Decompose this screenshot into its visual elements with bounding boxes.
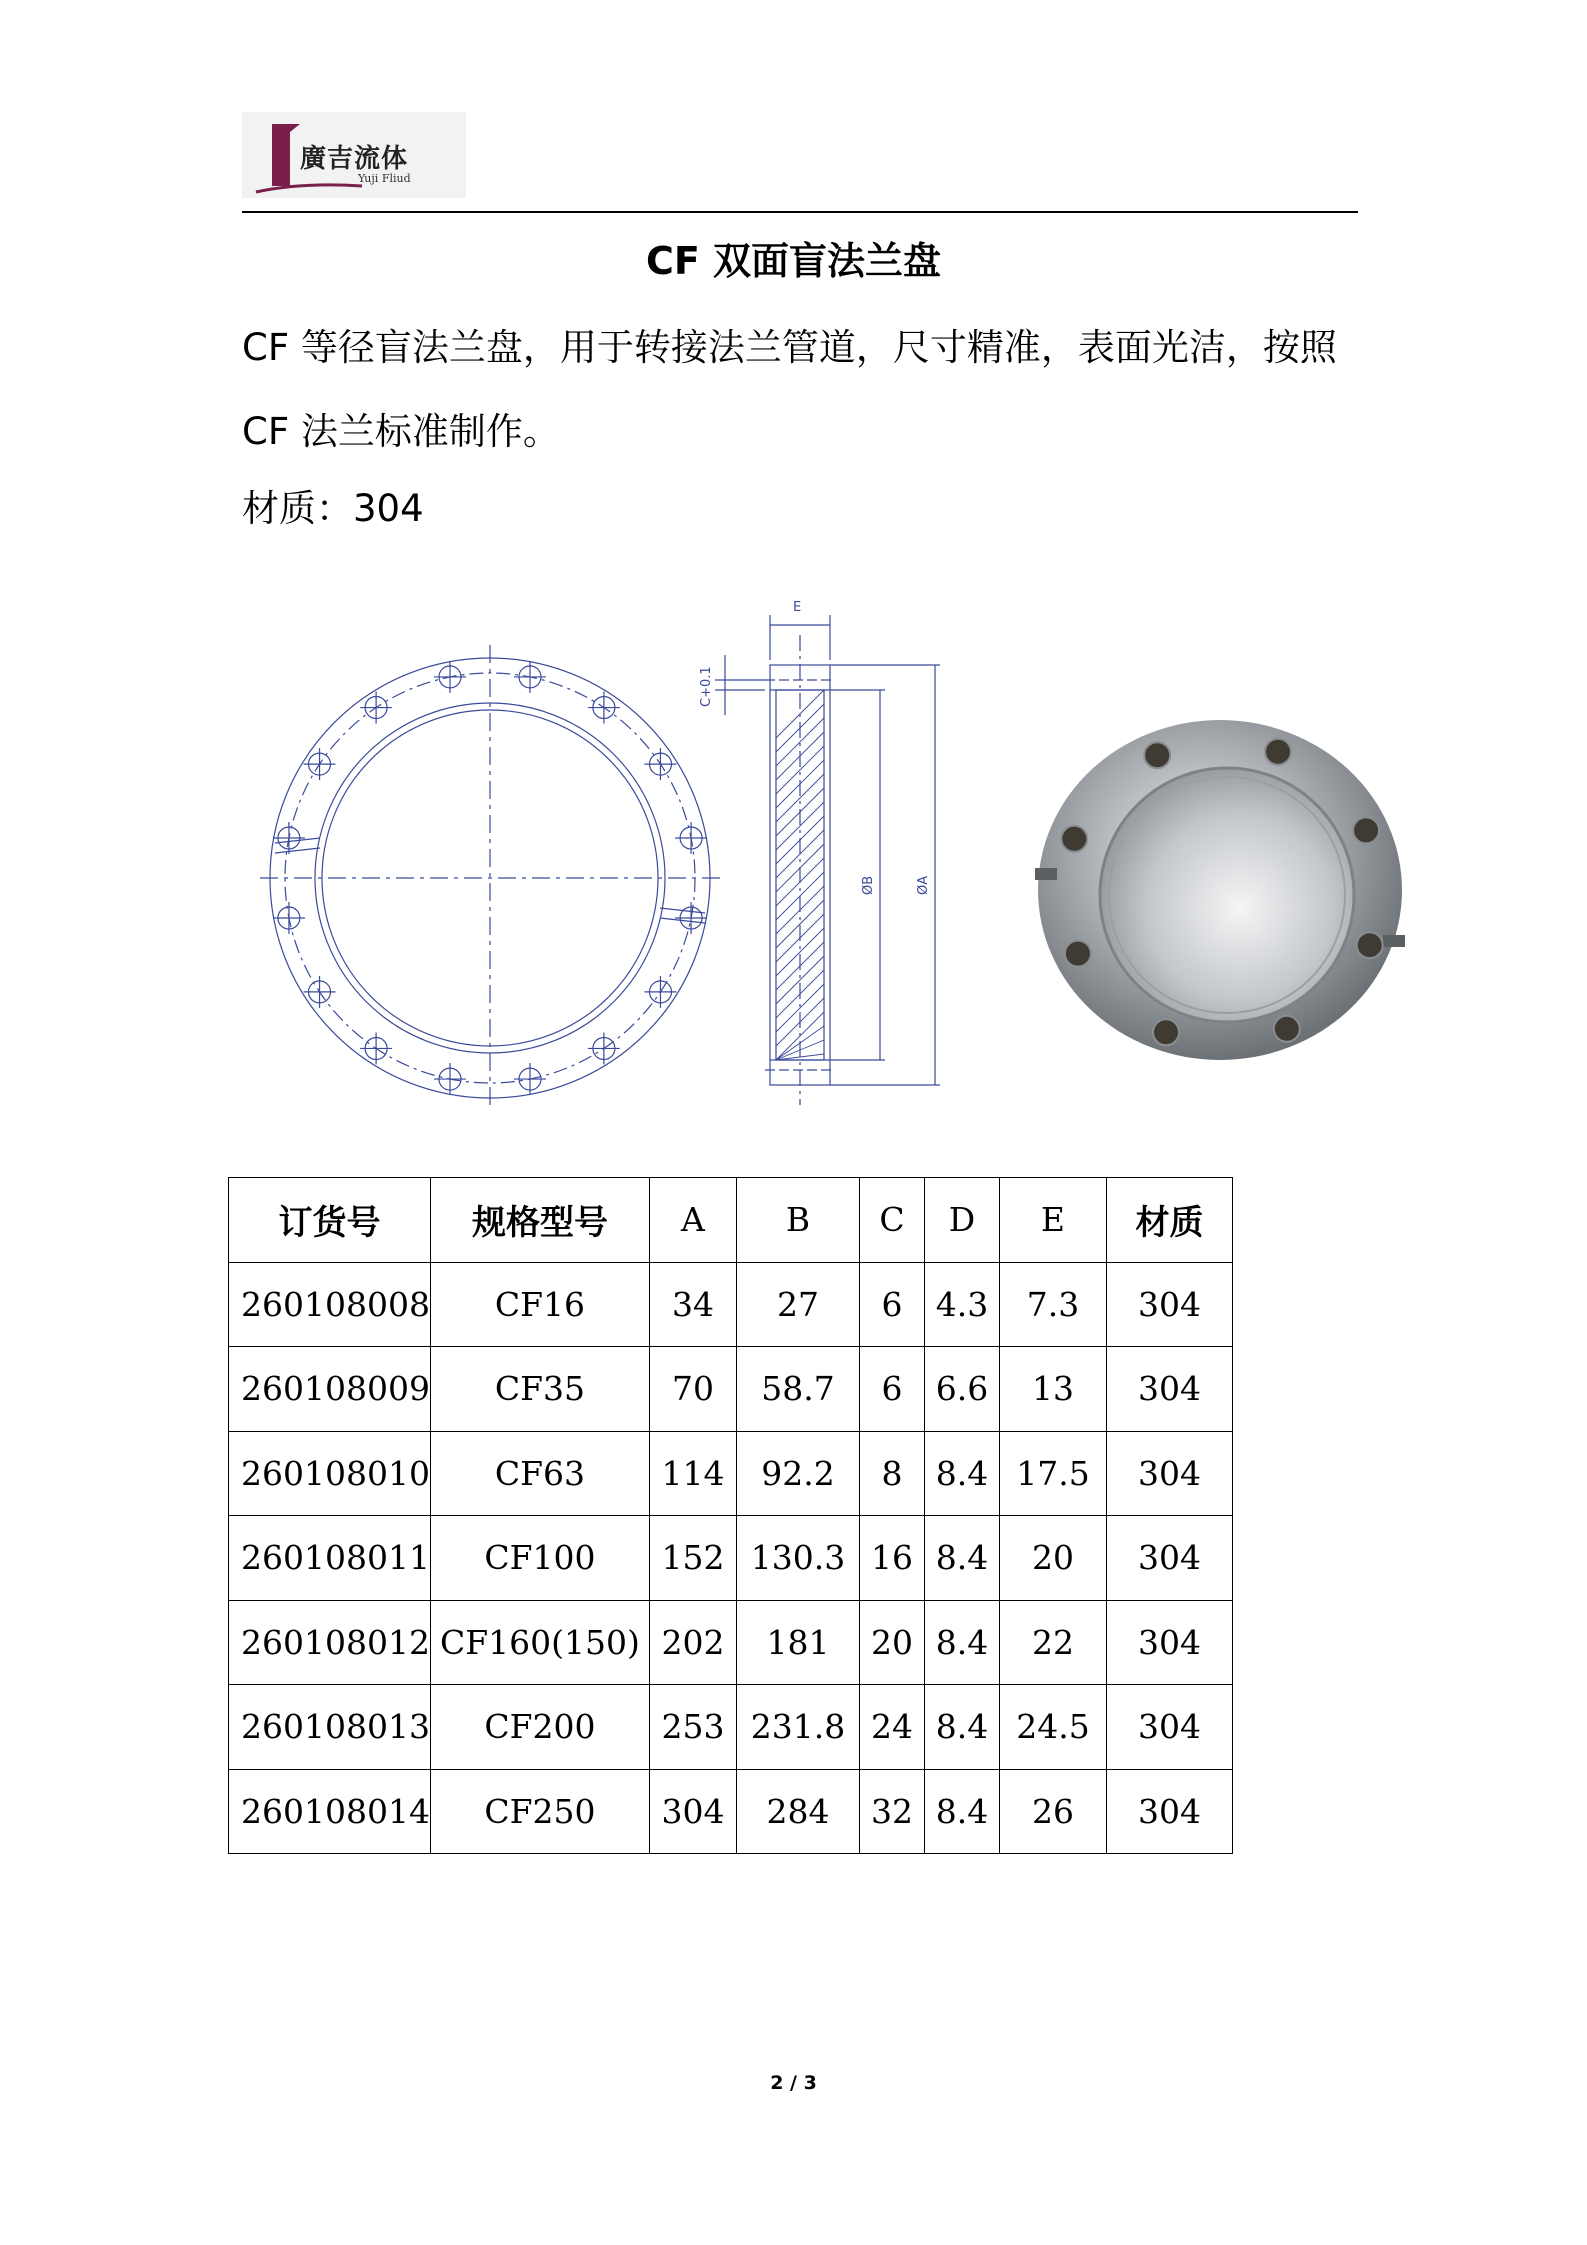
cell-dim-a: 202 <box>649 1600 736 1685</box>
cell-model: CF16 <box>430 1262 649 1347</box>
cell-order-number: 260108009 <box>229 1347 431 1432</box>
page-number: 2 / 3 <box>770 2072 817 2094</box>
cell-dim-c: 16 <box>859 1516 924 1601</box>
dim-label-b: ØB <box>861 875 876 895</box>
photo-bolt-hole <box>1061 826 1087 852</box>
cell-dim-d: 8.4 <box>924 1431 999 1516</box>
photo-bolt-hole <box>1065 941 1091 967</box>
cell-dim-b: 92.2 <box>736 1431 859 1516</box>
material-line: 材质：304 <box>242 487 424 530</box>
table-header-row <box>229 1178 1233 1263</box>
spec-table <box>228 1177 1233 1854</box>
photo-bolt-hole <box>1353 817 1379 843</box>
column-header-material: 材质 <box>1106 1178 1232 1263</box>
table-row <box>229 1600 1233 1685</box>
photo-bolt-hole <box>1144 742 1170 768</box>
column-header-model: 规格型号 <box>430 1178 649 1263</box>
product-description: CF 等径盲法兰盘，用于转接法兰管道，尺寸精准，表面光洁，按照 CF 法兰标准制作。 <box>242 326 1337 453</box>
cell-dim-c: 8 <box>859 1431 924 1516</box>
cell-model: CF250 <box>430 1769 649 1854</box>
side-view <box>715 615 940 1105</box>
company-logo <box>242 112 466 198</box>
table-row <box>229 1431 1233 1516</box>
cell-dim-c: 6 <box>859 1347 924 1432</box>
cell-dim-e: 22 <box>999 1600 1106 1685</box>
column-header-dim-d: D <box>924 1178 999 1263</box>
cell-dim-b: 231.8 <box>736 1685 859 1770</box>
column-header-dim-b: B <box>736 1178 859 1263</box>
photo-bolt-hole <box>1357 932 1383 958</box>
cell-dim-b: 27 <box>736 1262 859 1347</box>
cell-dim-d: 6.6 <box>924 1347 999 1432</box>
cell-dim-b: 284 <box>736 1769 859 1854</box>
photo-bolt-hole <box>1274 1016 1300 1042</box>
cell-material: 304 <box>1106 1685 1232 1770</box>
column-header-dim-c: C <box>859 1178 924 1263</box>
table-row <box>229 1347 1233 1432</box>
cell-dim-e: 24.5 <box>999 1685 1106 1770</box>
cell-dim-d: 8.4 <box>924 1516 999 1601</box>
dim-label-c: C+0.1 <box>699 666 714 707</box>
cell-material: 304 <box>1106 1347 1232 1432</box>
dim-label-a: ØA <box>916 875 931 895</box>
cell-dim-c: 6 <box>859 1262 924 1347</box>
table-row <box>229 1769 1233 1854</box>
column-header-order-number: 订货号 <box>229 1178 431 1263</box>
cell-dim-b: 130.3 <box>736 1516 859 1601</box>
cell-dim-d: 8.4 <box>924 1685 999 1770</box>
cell-dim-a: 34 <box>649 1262 736 1347</box>
cell-dim-a: 304 <box>649 1769 736 1854</box>
column-header-dim-a: A <box>649 1178 736 1263</box>
dim-label-e: E <box>793 600 802 615</box>
cell-material: 304 <box>1106 1516 1232 1601</box>
cell-dim-e: 7.3 <box>999 1262 1106 1347</box>
header-divider <box>242 211 1358 213</box>
cell-model: CF100 <box>430 1516 649 1601</box>
cell-dim-d: 4.3 <box>924 1262 999 1347</box>
front-view <box>260 645 720 1110</box>
cell-model: CF35 <box>430 1347 649 1432</box>
cell-dim-c: 24 <box>859 1685 924 1770</box>
cell-dim-b: 181 <box>736 1600 859 1685</box>
product-photo <box>1035 720 1405 1080</box>
technical-drawing <box>260 595 960 1120</box>
table-row <box>229 1262 1233 1347</box>
cell-material: 304 <box>1106 1600 1232 1685</box>
cell-order-number: 260108012 <box>229 1600 431 1685</box>
cell-model: CF160(150) <box>430 1600 649 1685</box>
cell-dim-d: 8.4 <box>924 1600 999 1685</box>
cell-order-number: 260108011 <box>229 1516 431 1601</box>
cell-dim-e: 20 <box>999 1516 1106 1601</box>
cell-dim-e: 26 <box>999 1769 1106 1854</box>
cell-dim-a: 114 <box>649 1431 736 1516</box>
cell-order-number: 260108014 <box>229 1769 431 1854</box>
photo-bolt-hole <box>1153 1019 1179 1045</box>
cell-material: 304 <box>1106 1769 1232 1854</box>
cell-dim-d: 8.4 <box>924 1769 999 1854</box>
logo-chinese-text: 廣吉流体 <box>300 144 409 174</box>
photo-bolt-hole <box>1265 739 1291 765</box>
cell-material: 304 <box>1106 1431 1232 1516</box>
cell-dim-a: 70 <box>649 1347 736 1432</box>
page-title: CF 双面盲法兰盘 <box>645 239 942 283</box>
cell-dim-e: 17.5 <box>999 1431 1106 1516</box>
cell-model: CF200 <box>430 1685 649 1770</box>
cell-dim-a: 253 <box>649 1685 736 1770</box>
cell-dim-b: 58.7 <box>736 1347 859 1432</box>
cell-dim-e: 13 <box>999 1347 1106 1432</box>
table-row <box>229 1685 1233 1770</box>
cell-dim-c: 20 <box>859 1600 924 1685</box>
cell-order-number: 260108008 <box>229 1262 431 1347</box>
cell-order-number: 260108010 <box>229 1431 431 1516</box>
cell-material: 304 <box>1106 1262 1232 1347</box>
logo-english-text: Yuji Fliud <box>358 172 411 185</box>
cell-order-number: 260108013 <box>229 1685 431 1770</box>
column-header-dim-e: E <box>999 1178 1106 1263</box>
cell-dim-a: 152 <box>649 1516 736 1601</box>
cell-model: CF63 <box>430 1431 649 1516</box>
cell-dim-c: 32 <box>859 1769 924 1854</box>
table-row <box>229 1516 1233 1601</box>
